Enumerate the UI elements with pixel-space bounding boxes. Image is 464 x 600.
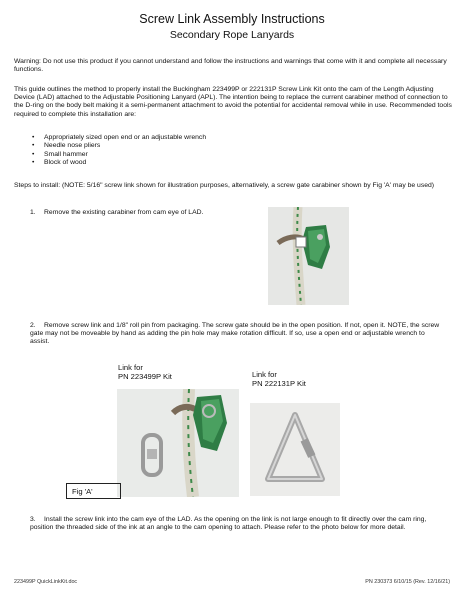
triangle-link-illustration: [250, 403, 340, 496]
page-subtitle: Secondary Rope Lanyards: [169, 29, 295, 41]
step-text: Remove screw link and 1/8" roll pin from packaging. The screw gate should be in the open position. If not, open it. NOTE, the screw gate may not be moveable by hand as adding the pin hole may make rotation difficult. If so, use a open end or adjustable wrench to assist.: [30, 322, 440, 346]
step-number: 1.: [30, 209, 36, 216]
lad-cam-illustration: [268, 207, 349, 305]
step-number: 2.: [30, 322, 36, 329]
step-text: Install the screw link into the cam eye of the LAD. As the opening on the link is not large enough to fit directly over the cam ring, position the threaded side of the ink at an angle to the cam opening to attach. Please refer to the photo below for more detail.: [30, 516, 427, 532]
figure-a-label: Fig 'A': [66, 483, 121, 499]
step-text: Remove the existing carabiner from cam eye of LAD.: [44, 209, 204, 216]
footer-filename: 223499P QuickLinkKit.doc: [14, 579, 78, 585]
footer-part-number: PN 230373 6/10/15 (Rev. 12/16/21): [365, 579, 450, 585]
step-1: [30, 209, 240, 217]
tools-list: [30, 134, 206, 168]
step-3: [30, 516, 444, 532]
page-title: Screw Link Assembly Instructions: [139, 12, 325, 26]
link-label-223499P: Link for PN 223499P Kit: [118, 363, 172, 381]
tool-item: • Needle nose pliers: [30, 142, 206, 150]
step-number: 3.: [30, 516, 36, 523]
triangle-link-photo: [250, 403, 340, 496]
tool-item: • Small hammer: [30, 151, 206, 159]
warning-paragraph: Warning: Do not use this product if you cannot understand and follow the instructions and warnings that come with it and complete all necessary functions.: [14, 58, 447, 74]
tool-item: • Block of wood: [30, 159, 206, 167]
tool-item: • Appropriately sized open end or an adjustable wrench: [30, 134, 206, 142]
screw-link-lad-photo: [117, 389, 239, 497]
step-2: [30, 322, 440, 347]
guide-paragraph: This guide outlines the method to properly install the Buckingham 223499P or 222131P Screw Link Kit onto the cam of the Length Adjusting Device (LAD) attached to the Adjustable Positioning Lanyard (APL). The intention being to replace the current carabiner method of connection to the D-ring on the body belt making it a semi-permanent attachment to avoid the potential for accidental removal while in use. Recommended tools required to complete this installation are:: [14, 86, 452, 118]
link-label-222131P: Link for PN 222131P Kit: [252, 370, 306, 388]
lad-cam-photo: [268, 207, 349, 305]
steps-intro: Steps to install: (NOTE: 5/16" screw link shown for illustration purposes, alternatively, a screw gate carabiner shown by Fig 'A' may be used): [14, 182, 435, 189]
screw-link-illustration: [117, 389, 239, 497]
